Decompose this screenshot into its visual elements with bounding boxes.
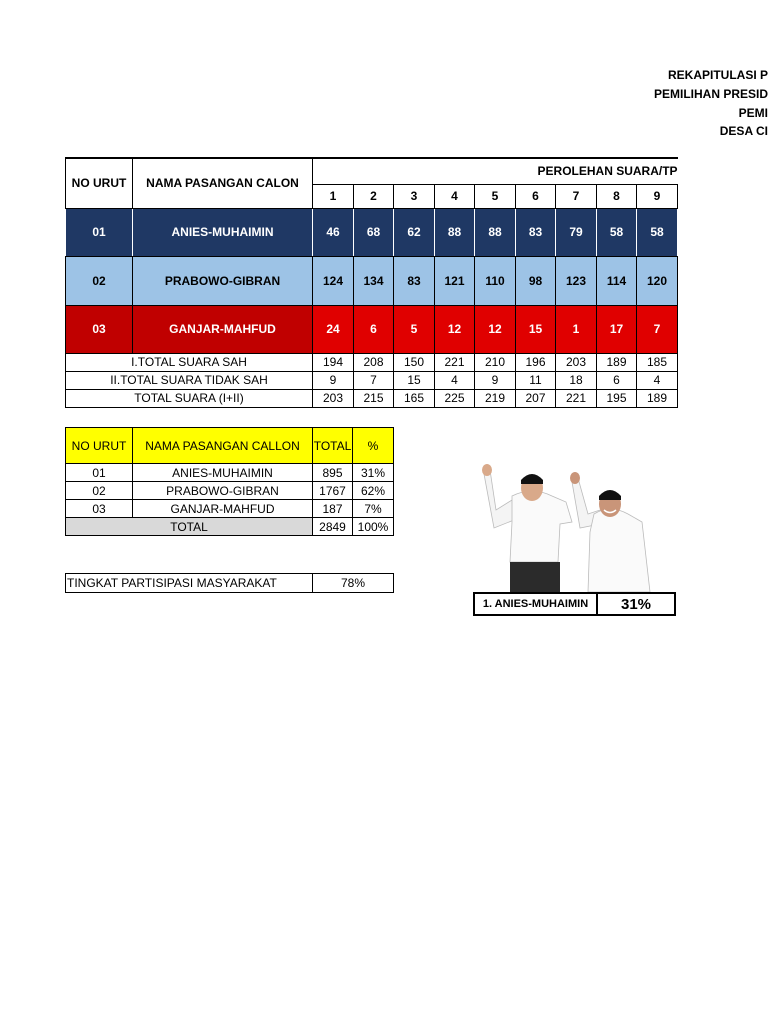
tps-number: 2 [354,184,394,208]
tps-number: 5 [475,184,516,208]
summary-header-nama: NAMA PASANGAN CALLON [133,428,313,464]
vote-cell: 83 [394,256,435,305]
tps-number: 7 [556,184,597,208]
vote-cell: 46 [313,208,354,256]
report-title-line2: PEMILIHAN PRESID [653,87,768,101]
vote-cell: 123 [556,256,597,305]
total-label: I.TOTAL SUARA SAH [66,353,313,371]
total-cell: 189 [597,353,637,371]
summary-nama: GANJAR-MAHFUD [133,500,313,518]
vote-recap-table [65,157,678,408]
row-no: 03 [66,305,133,353]
row-nama: ANIES-MUHAIMIN [133,208,313,256]
vote-cell: 7 [637,305,678,353]
vote-cell: 12 [435,305,475,353]
report-title-line1: REKAPITULASI P [667,68,768,82]
summary-pct: 7% [353,500,394,518]
vote-cell: 110 [475,256,516,305]
total-cell: 203 [556,353,597,371]
vote-cell: 58 [637,208,678,256]
table-row [66,371,678,389]
vote-cell: 17 [597,305,637,353]
summary-no: 03 [66,500,133,518]
total-cell: 194 [313,353,354,371]
total-cell: 219 [475,389,516,407]
vote-cell: 121 [435,256,475,305]
vote-cell: 88 [435,208,475,256]
vote-cell: 24 [313,305,354,353]
candidate-photo [476,462,654,592]
participation-value: 78% [313,574,394,593]
total-cell: 15 [394,371,435,389]
total-cell: 210 [475,353,516,371]
table-row [66,208,678,256]
total-cell: 215 [354,389,394,407]
total-cell: 18 [556,371,597,389]
summary-total: 187 [313,500,353,518]
summary-total: 895 [313,464,353,482]
table-row [66,353,678,371]
row-no: 02 [66,256,133,305]
vote-cell: 15 [516,305,556,353]
vote-cell: 68 [354,208,394,256]
summary-nama: PRABOWO-GIBRAN [133,482,313,500]
summary-header-total: TOTAL [313,428,353,464]
total-cell: 196 [516,353,556,371]
table-row [66,389,678,407]
total-cell: 150 [394,353,435,371]
tps-number: 6 [516,184,556,208]
vote-cell: 1 [556,305,597,353]
total-cell: 7 [354,371,394,389]
summary-total-value: 2849 [313,518,353,536]
total-cell: 185 [637,353,678,371]
vote-cell: 114 [597,256,637,305]
total-cell: 11 [516,371,556,389]
summary-total: 1767 [313,482,353,500]
total-cell: 207 [516,389,556,407]
summary-pct: 31% [353,464,394,482]
summary-nama: ANIES-MUHAIMIN [133,464,313,482]
tps-number: 9 [637,184,678,208]
total-cell: 165 [394,389,435,407]
table-row [66,482,394,500]
total-cell: 203 [313,389,354,407]
candidate-figure-right [570,472,650,592]
total-cell: 4 [435,371,475,389]
participation-label: TINGKAT PARTISIPASI MASYARAKAT [66,574,313,593]
vote-cell: 124 [313,256,354,305]
vote-cell: 5 [394,305,435,353]
vote-cell: 88 [475,208,516,256]
report-title-line4: DESA CI [719,124,768,138]
total-cell: 6 [597,371,637,389]
vote-cell: 6 [354,305,394,353]
table-row [66,256,678,305]
table-row [66,500,394,518]
total-cell: 225 [435,389,475,407]
winner-caption [473,592,676,616]
vote-cell: 120 [637,256,678,305]
col-header-nama: NAMA PASANGAN CALON [133,158,313,208]
participation-table [65,573,394,593]
row-no: 01 [66,208,133,256]
total-cell: 221 [435,353,475,371]
table-row [66,305,678,353]
row-nama: GANJAR-MAHFUD [133,305,313,353]
total-cell: 9 [475,371,516,389]
row-nama: PRABOWO-GIBRAN [133,256,313,305]
vote-cell: 98 [516,256,556,305]
tps-number: 1 [313,184,354,208]
winner-label: 1. ANIES-MUHAIMIN [475,594,598,614]
total-cell: 9 [313,371,354,389]
col-header-no-urut: NO URUT [66,158,133,208]
total-cell: 221 [556,389,597,407]
summary-no: 01 [66,464,133,482]
vote-cell: 83 [516,208,556,256]
summary-total-label: TOTAL [66,518,313,536]
total-cell: 195 [597,389,637,407]
total-cell: 4 [637,371,678,389]
summary-header-pct: % [353,428,394,464]
summary-total-pct: 100% [353,518,394,536]
total-cell: 208 [354,353,394,371]
tps-number: 8 [597,184,637,208]
vote-cell: 134 [354,256,394,305]
summary-pct: 62% [353,482,394,500]
report-title-line3: PEMI [738,106,768,120]
col-header-perolehan: PEROLEHAN SUARA/TP [313,158,678,184]
candidate-figure-left [482,464,572,592]
tps-number: 3 [394,184,435,208]
vote-cell: 58 [597,208,637,256]
summary-header-no-urut: NO URUT [66,428,133,464]
total-label: II.TOTAL SUARA TIDAK SAH [66,371,313,389]
vote-cell: 12 [475,305,516,353]
total-label: TOTAL SUARA (I+II) [66,389,313,407]
winner-pct: 31% [620,595,652,613]
summary-no: 02 [66,482,133,500]
tps-number: 4 [435,184,475,208]
table-row [66,464,394,482]
summary-table [65,427,394,536]
summary-total-row [66,518,394,536]
vote-cell: 79 [556,208,597,256]
vote-cell: 62 [394,208,435,256]
total-cell: 189 [637,389,678,407]
